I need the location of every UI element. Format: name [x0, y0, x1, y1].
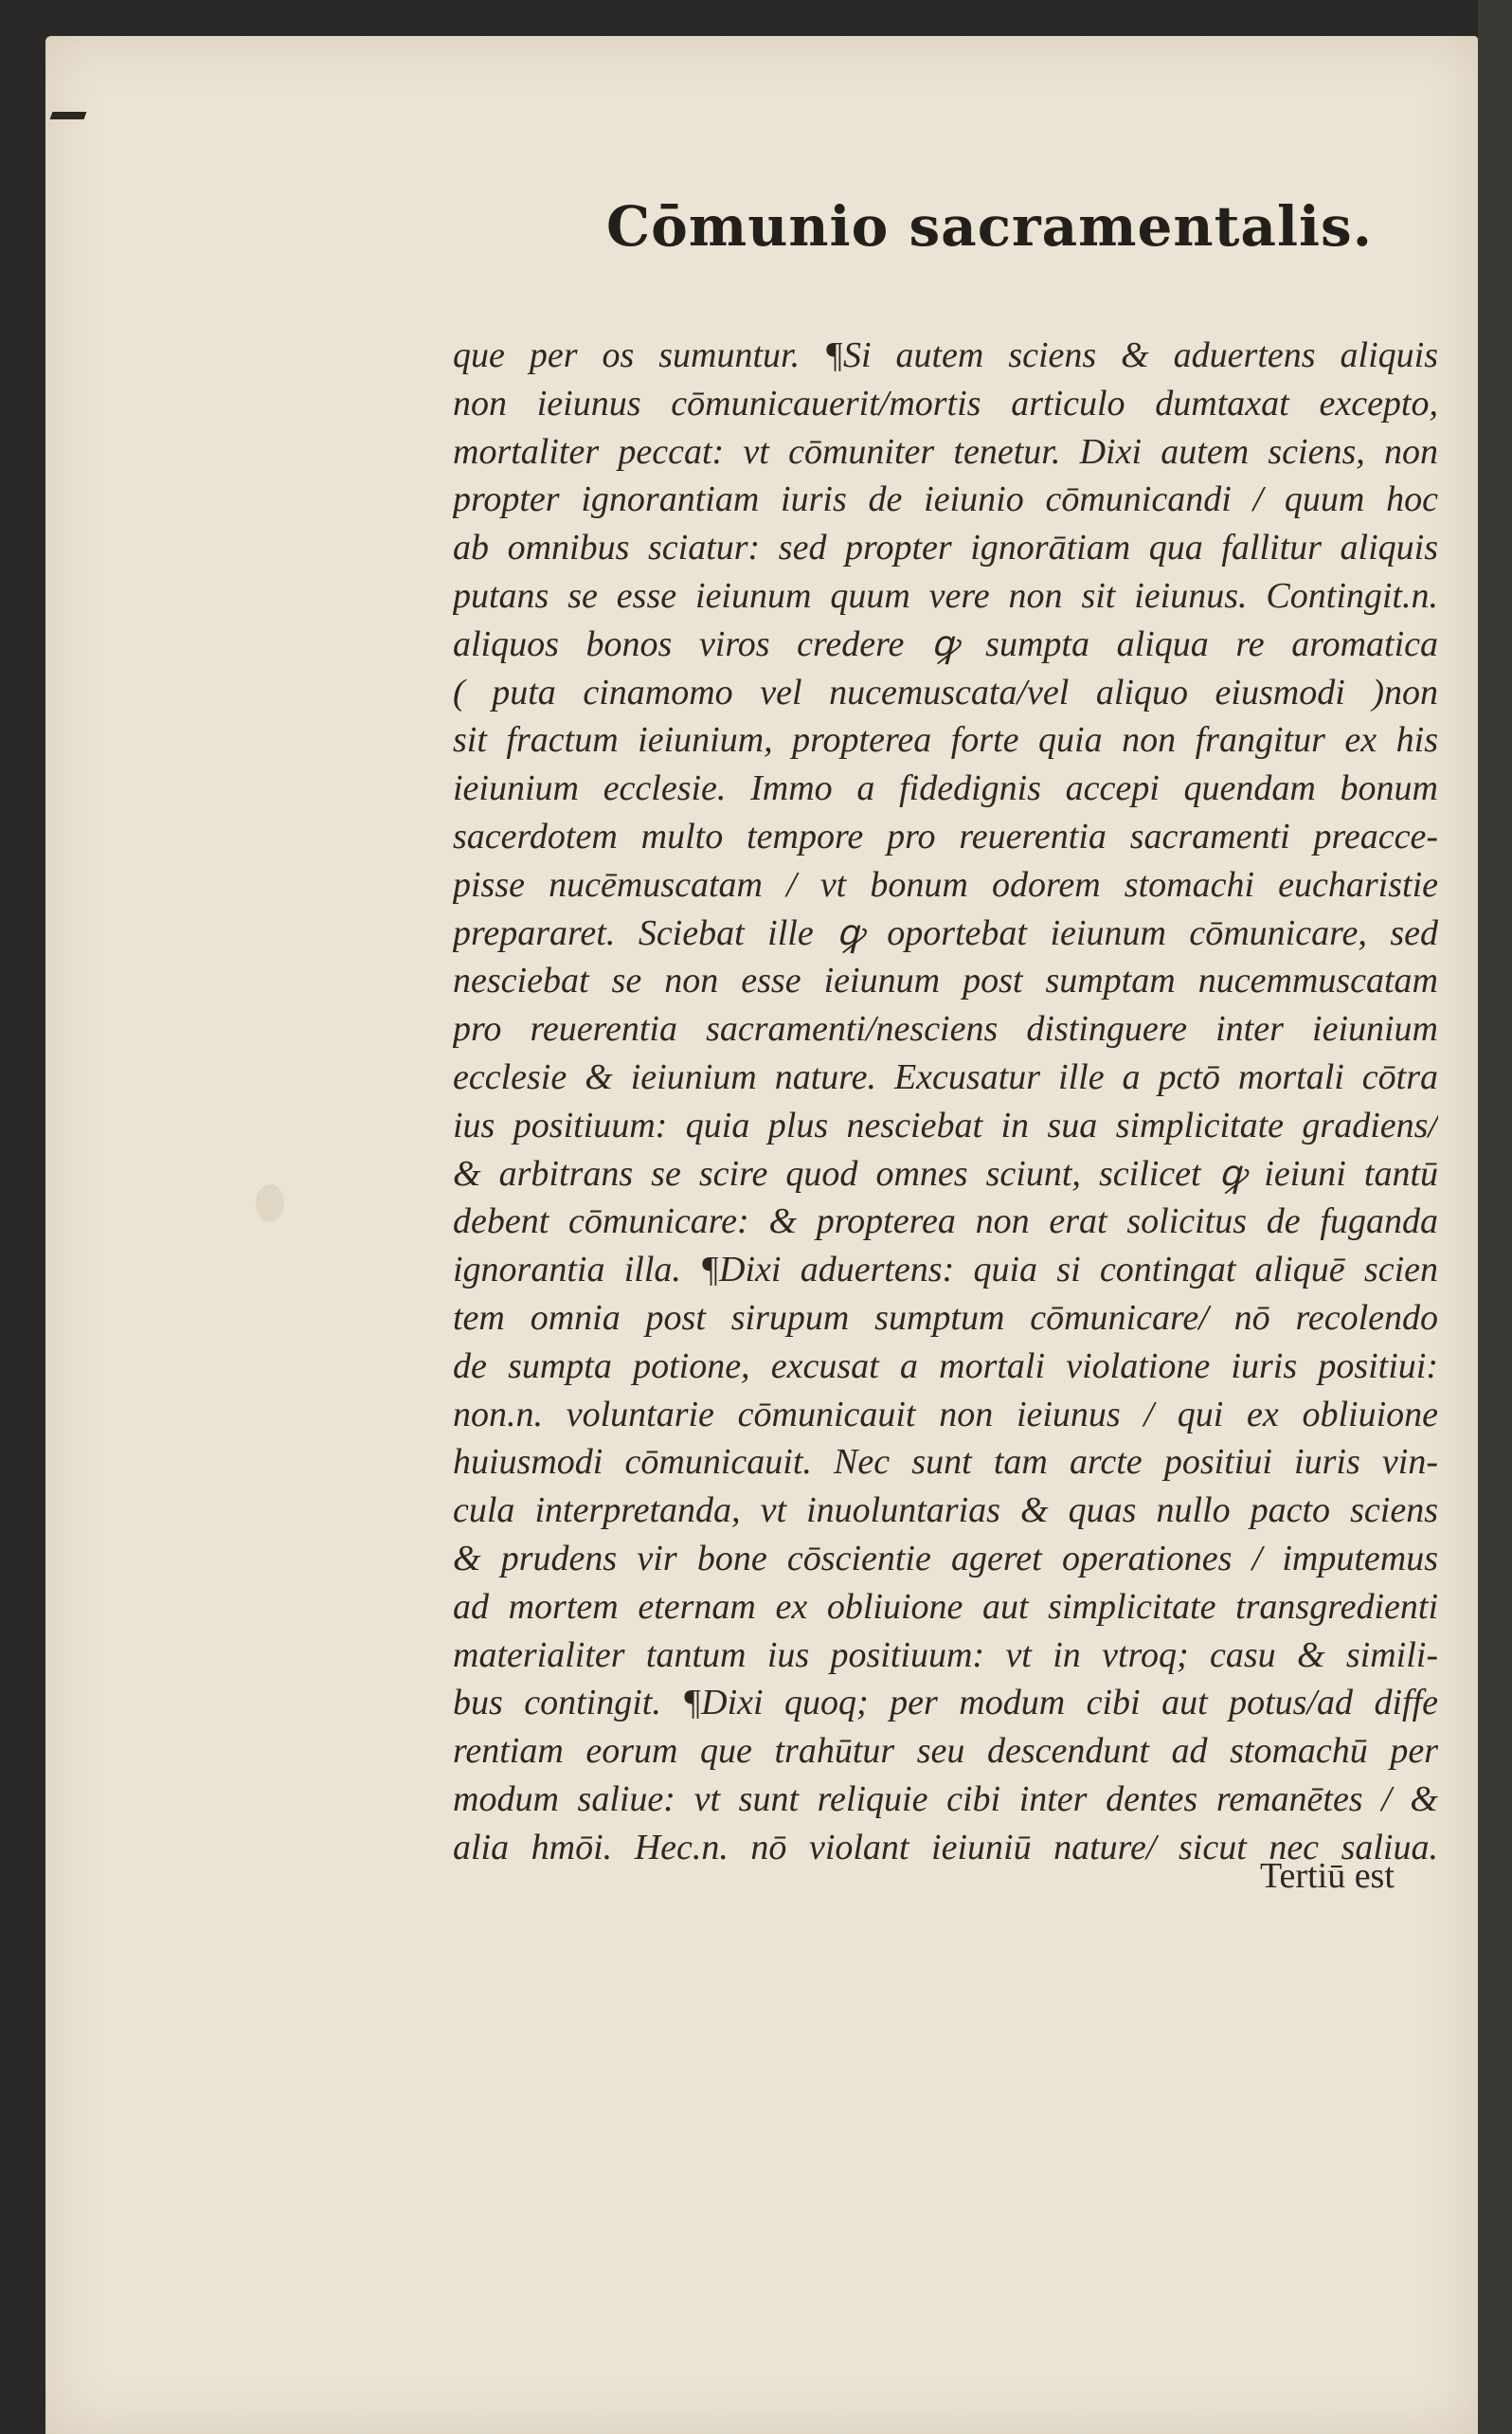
text-line: ( puta cinamomo vel nucemuscata/vel aliquo eiusmodi )non	[453, 672, 1438, 712]
text-line: sacerdotem multo tempore pro reuerentia sacramenti preacce-	[453, 816, 1438, 856]
text-line: & arbitrans se scire quod omnes sciunt, scilicet ꝙ ieiuni tantū	[453, 1153, 1438, 1194]
text-line: & prudens vir bone cōscientie ageret operationes / imputemus	[453, 1538, 1438, 1578]
paper-stain	[256, 1184, 284, 1222]
text-line: cula interpretanda, vt inuoluntarias & quas nullo pacto sciens	[453, 1490, 1438, 1531]
text-line: ieiunium ecclesie. Immo a fidedignis accepi quendam bonum	[453, 768, 1438, 809]
text-line: huiusmodi cōmunicauit. Nec sunt tam arcte positiui iuris vin-	[453, 1442, 1438, 1483]
text-line: ab omnibus sciatur: sed propter ignorātiam qua fallitur aliquis	[453, 528, 1438, 568]
text-line: materialiter tantum ius positiuum: vt in vtroq; casu & simili-	[453, 1634, 1438, 1675]
running-title: Cōmunio sacramentalis.	[606, 194, 1373, 259]
page-corner-mark	[50, 112, 87, 119]
text-line: nesciebat se non esse ieiunum post sumptam nucemmuscatam	[453, 961, 1438, 1001]
text-line: alia hmōi. Hec.n. nō violant ieiuniū nature/ sicut nec saliua.	[453, 1827, 1438, 1867]
text-line: sit fractum ieiunium, propterea forte quia non frangitur ex his	[453, 720, 1438, 761]
text-line: ius positiuum: quia plus nesciebat in sua simplicitate gradiens/	[453, 1105, 1438, 1145]
text-line: putans se esse ieiunum quum vere non sit ieiunus. Contingit.n.	[453, 575, 1438, 616]
text-line: ignorantia illa. ¶Dixi aduertens: quia si contingat aliquē scien	[453, 1250, 1438, 1290]
text-line: pro reuerentia sacramenti/nesciens distinguere inter ieiunium	[453, 1009, 1438, 1050]
text-line: rentiam eorum que trahūtur seu descendunt ad stomachū per	[453, 1731, 1438, 1772]
scan-edge-strip	[1478, 0, 1512, 2434]
text-line: ad mortem eternam ex obliuione aut simplicitate transgredienti	[453, 1586, 1438, 1627]
text-line: non.n. voluntarie cōmunicauit non ieiunus / qui ex obliuione	[453, 1394, 1438, 1434]
text-line: mortaliter peccat: vt cōmuniter tenetur. Dixi autem sciens, non	[453, 431, 1438, 472]
catchword: Tertiū est	[1260, 1856, 1395, 1896]
text-line: bus contingit. ¶Dixi quoq; per modum cibi aut potus/ad diffe	[453, 1683, 1438, 1723]
text-line: ecclesie & ieiunium nature. Excusatur ille a pctō mortali cōtra	[453, 1056, 1438, 1097]
text-line: debent cōmunicare: & propterea non erat solicitus de fuganda	[453, 1201, 1438, 1242]
text-line: aliquos bonos viros credere ꝙ sumpta aliqua re aromatica	[453, 623, 1438, 664]
text-line: tem omnia post sirupum sumptum cōmunicare/ nō recolendo	[453, 1297, 1438, 1338]
text-line: non ieiunus cōmunicauerit/mortis articulo dumtaxat excepto,	[453, 383, 1438, 424]
text-block	[453, 332, 1438, 1872]
text-line: propter ignorantiam iuris de ieiunio cōmunicandi / quum hoc	[453, 479, 1438, 520]
text-line: modum saliue: vt sunt reliquie cibi inter dentes remanētes / &	[453, 1778, 1438, 1819]
text-line: de sumpta potione, excusat a mortali violatione iuris positiui:	[453, 1345, 1438, 1386]
text-line: pisse nucēmuscatam / vt bonum odorem stomachi eucharistie	[453, 864, 1438, 905]
text-line: que per os sumuntur. ¶Si autem sciens & aduertens aliquis	[453, 335, 1438, 375]
text-line: prepararet. Sciebat ille ꝙ oportebat ieiunum cōmunicare, sed	[453, 912, 1438, 953]
